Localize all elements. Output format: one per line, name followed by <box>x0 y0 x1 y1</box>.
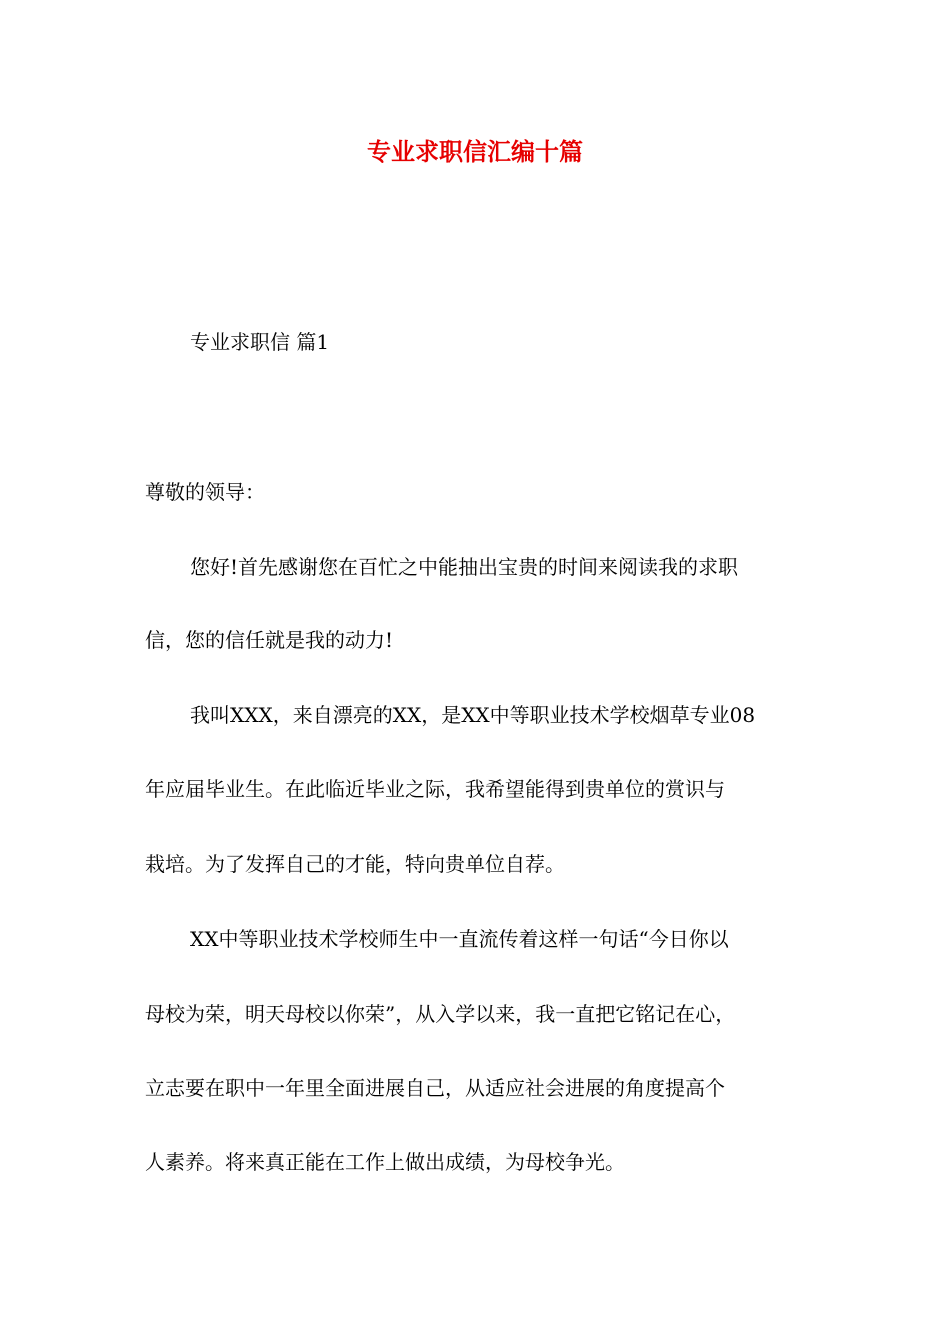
paragraph-line: 您好!首先感谢您在百忙之中能抽出宝贵的时间来阅读我的求职 <box>190 555 739 579</box>
paragraph-line: 人素养。将来真正能在工作上做出成绩，为母校争光。 <box>145 1150 625 1174</box>
paragraph-line: 母校为荣，明天母校以你荣”，从入学以来，我一直把它铭记在心， <box>145 1002 736 1026</box>
paragraph-line: 立志要在职中一年里全面进展自己，从适应社会进展的角度提高个 <box>145 1076 725 1100</box>
paragraph-line: 年应届毕业生。在此临近毕业之际，我希望能得到贵单位的赏识与 <box>145 777 725 801</box>
paragraph-line: 信，您的信任就是我的动力! <box>145 628 394 652</box>
paragraph-line: XX中等职业技术学校师生中一直流传着这样一句话“今日你以 <box>190 927 729 951</box>
salutation: 尊敬的领导： <box>145 480 265 504</box>
page-title: 专业求职信汇编十篇 <box>367 137 583 166</box>
paragraph-line: 我叫XXX，来自漂亮的XX，是XX中等职业技术学校烟草专业08 <box>190 703 756 727</box>
section-heading: 专业求职信 篇1 <box>190 330 330 354</box>
paragraph-line: 栽培。为了发挥自己的才能，特向贵单位自荐。 <box>145 852 565 876</box>
